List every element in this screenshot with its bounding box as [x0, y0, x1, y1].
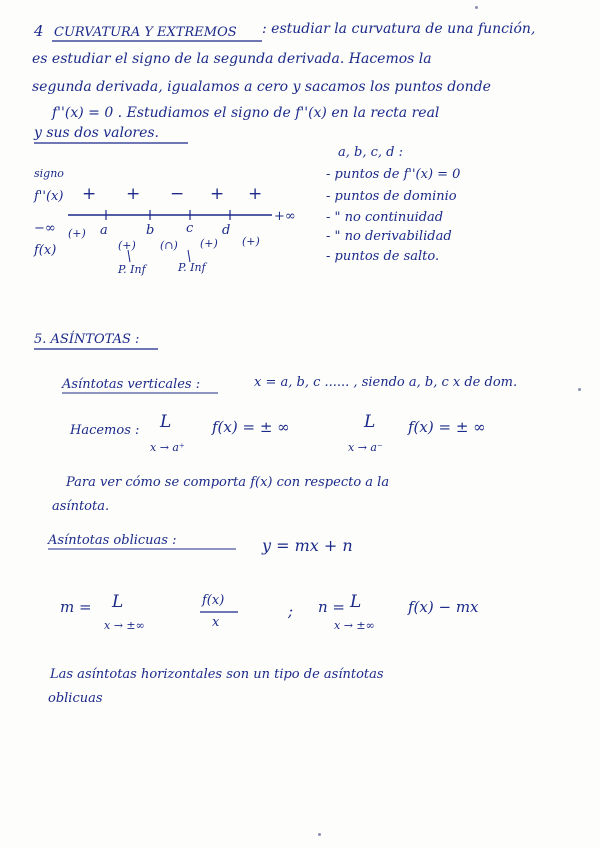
- m-numerator: f(x): [202, 593, 225, 608]
- closing-line-1: Las asíntotas horizontales son un tipo de asíntotas: [50, 667, 384, 682]
- legend-item-2: - puntos de dominio: [326, 189, 457, 204]
- section4-line-5: y sus dos valores.: [34, 125, 159, 141]
- legend-title: a, b, c, d :: [338, 145, 403, 160]
- limit-symbol-1: L: [160, 412, 172, 432]
- legend-item-1: - puntos de f''(x) = 0: [326, 167, 461, 182]
- pos-infinity: +∞: [274, 209, 296, 224]
- point-b: b: [146, 223, 155, 238]
- section4-line-4: f''(x) = 0 . Estudiamos el signo de f''(x) en la recta real: [52, 105, 440, 121]
- n-limit-symbol: L: [350, 592, 362, 612]
- inflection-label-1: P. Inf: [118, 263, 146, 276]
- limit-sub-2: x → a⁻: [348, 441, 383, 454]
- curv-mark-4: (+): [200, 237, 218, 250]
- curv-mark-5: (+): [242, 235, 260, 248]
- m-lhs: m =: [60, 598, 92, 616]
- limit-sub-1: x → a⁺: [150, 441, 185, 454]
- legend-item-3: - " no continuidad: [326, 210, 444, 225]
- point-c: c: [186, 221, 194, 236]
- vertical-text: x = a, b, c ...... , siendo a, b, c x de dom.: [254, 375, 518, 390]
- point-a: a: [100, 223, 108, 238]
- legend-item-4: - " no derivabilidad: [326, 229, 452, 244]
- legend-item-5: - puntos de salto.: [326, 249, 440, 264]
- curv-mark-3: (∩): [160, 239, 178, 252]
- vertical-label: Asíntotas verticales :: [62, 377, 201, 392]
- sign-2: +: [126, 184, 141, 204]
- curv-mark-2: (+): [118, 239, 136, 252]
- section4-line-1: : estudiar la curvatura de una función,: [262, 21, 536, 37]
- limit-expr-2: f(x) = ± ∞: [408, 418, 486, 436]
- inflection-label-2: P. Inf: [178, 261, 206, 274]
- m-limit-symbol: L: [112, 592, 124, 612]
- oblique-equation: y = mx + n: [262, 536, 353, 555]
- section4-line-2: es estudiar el signo de la segunda derivada. Hacemos la: [32, 51, 432, 67]
- sign-5: +: [248, 184, 263, 204]
- section4-line-3: segunda derivada, igualamos a cero y sacamos los puntos donde: [32, 79, 491, 95]
- m-limit-sub: x → ±∞: [104, 619, 145, 632]
- m-denominator: x: [212, 615, 220, 630]
- limit-expr-1: f(x) = ± ∞: [212, 418, 290, 436]
- closing-line-2: oblicuas: [48, 691, 103, 706]
- row-label-signo: signo: [34, 167, 64, 180]
- sign-1: +: [82, 184, 97, 204]
- vertical-note-1: Para ver cómo se comporta f(x) con respecto a la: [66, 475, 390, 490]
- vertical-note-2: asíntota.: [52, 499, 110, 514]
- point-d: d: [222, 223, 231, 238]
- oblique-label: Asíntotas oblicuas :: [48, 533, 177, 548]
- n-expression: f(x) − mx: [408, 598, 479, 616]
- section5-heading: 5. ASÍNTOTAS :: [34, 332, 140, 347]
- row-label-f2: f''(x): [34, 189, 64, 204]
- n-lhs: n =: [318, 598, 345, 616]
- separator: ;: [288, 602, 294, 620]
- row-label-f: f(x): [34, 243, 57, 258]
- sign-4: +: [210, 184, 225, 204]
- n-limit-sub: x → ±∞: [334, 619, 375, 632]
- section4-heading: CURVATURA Y EXTREMOS: [54, 25, 237, 40]
- neg-infinity: −∞: [34, 221, 56, 236]
- section4-number: 4: [34, 22, 44, 40]
- sign-3: −: [170, 184, 185, 204]
- hacemos-label: Hacemos :: [70, 423, 140, 438]
- limit-symbol-2: L: [364, 412, 376, 432]
- curv-mark-1: (+): [68, 227, 86, 240]
